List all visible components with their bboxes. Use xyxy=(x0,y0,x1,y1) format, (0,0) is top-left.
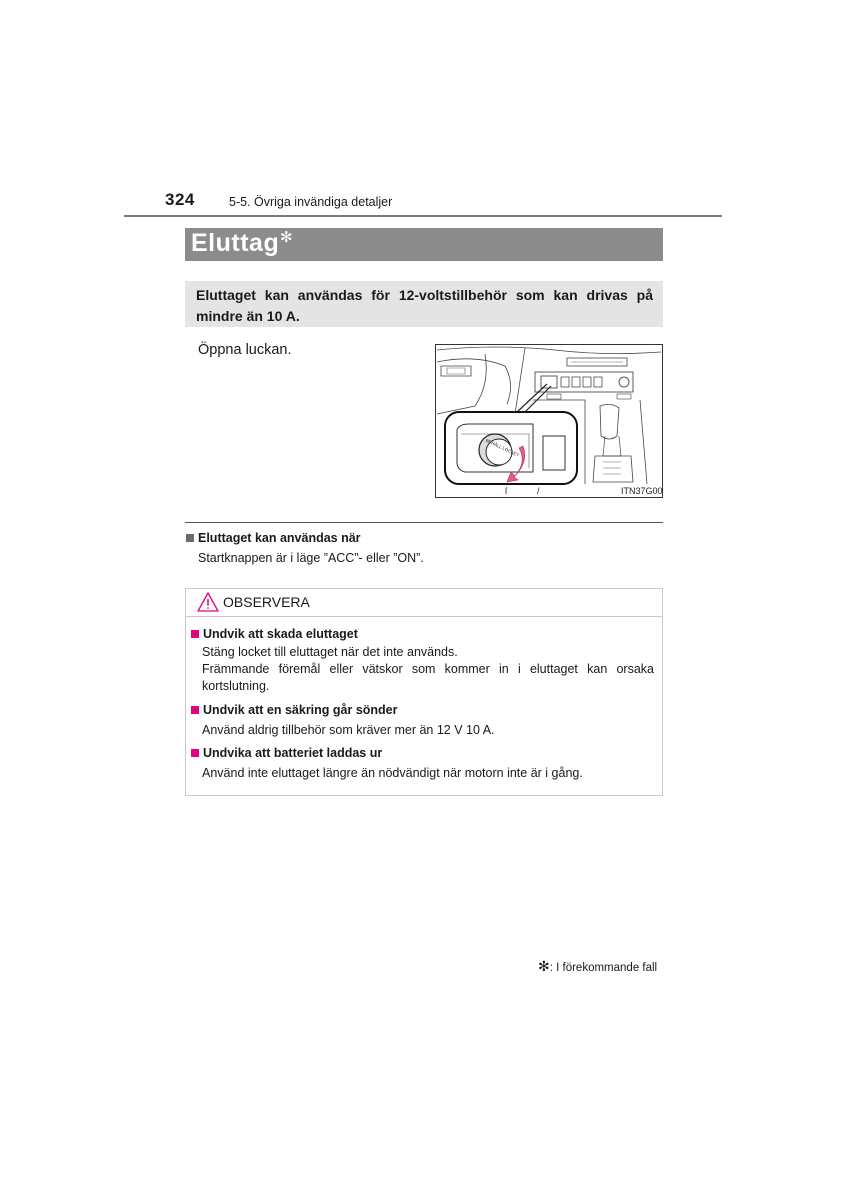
power-outlet-illustration xyxy=(435,344,663,498)
caution-item-text: Stäng locket till eluttaget när det inte används. xyxy=(202,645,458,659)
caution-box xyxy=(185,588,663,796)
caution-header xyxy=(186,589,662,617)
caution-item-text: Främmande föremål eller vätskor som kommer in i eluttaget kan orsaka kortslutning. xyxy=(202,662,654,693)
page-number: 324 xyxy=(165,190,195,209)
svg-text:/: / xyxy=(537,486,540,496)
info-heading-text: Eluttaget kan användas när xyxy=(198,531,361,545)
info-divider xyxy=(185,522,663,523)
page-title: Eluttag xyxy=(191,229,280,257)
caution-title: OBSERVERA xyxy=(223,594,310,610)
caution-item-heading-text: Undvika att batteriet laddas ur xyxy=(203,746,383,760)
square-bullet-icon xyxy=(186,534,194,542)
title-footnote-mark: ✻ xyxy=(280,229,293,246)
intro-box xyxy=(185,281,663,327)
illustration-code: ITN37G001 xyxy=(621,486,663,496)
pink-bullet-icon xyxy=(191,749,199,757)
info-body: Startknappen är i läge ”ACC”- eller ”ON”. xyxy=(198,551,424,565)
footnote-text: : I förekommande fall xyxy=(549,962,658,974)
footnote-mark: ✻ xyxy=(538,958,550,974)
section-breadcrumb: 5-5. Övriga invändiga detaljer xyxy=(229,195,393,209)
intro-text: Eluttaget kan användas för 12-voltstillbehör som kan drivas på mindre än 10 A. xyxy=(196,287,653,324)
pink-bullet-icon xyxy=(191,630,199,638)
caution-item-heading xyxy=(191,746,382,760)
footnote xyxy=(538,958,657,975)
caution-item-text: Använd aldrig tillbehör som kräver mer än 12 V 10 A. xyxy=(202,723,495,737)
dashboard-drawing xyxy=(435,344,663,498)
caution-item-heading-text: Undvik att en säkring går sönder xyxy=(203,703,398,717)
caution-item-heading xyxy=(191,627,358,641)
info-heading xyxy=(186,531,361,545)
pink-bullet-icon xyxy=(191,706,199,714)
caution-item-heading-text: Undvik att skada eluttaget xyxy=(203,627,358,641)
warning-triangle-icon xyxy=(197,592,219,612)
socket-cap-label: BEHÅLL LOCKET xyxy=(484,437,520,458)
caution-item-heading xyxy=(191,703,398,717)
caution-item-text: Använd inte eluttaget längre än nödvändigt när motorn inte är i gång. xyxy=(202,766,583,780)
header-divider xyxy=(124,215,722,217)
step-instruction: Öppna luckan. xyxy=(198,342,292,358)
svg-text:ſ: ſ xyxy=(505,486,507,496)
section-title-bar xyxy=(185,228,663,261)
